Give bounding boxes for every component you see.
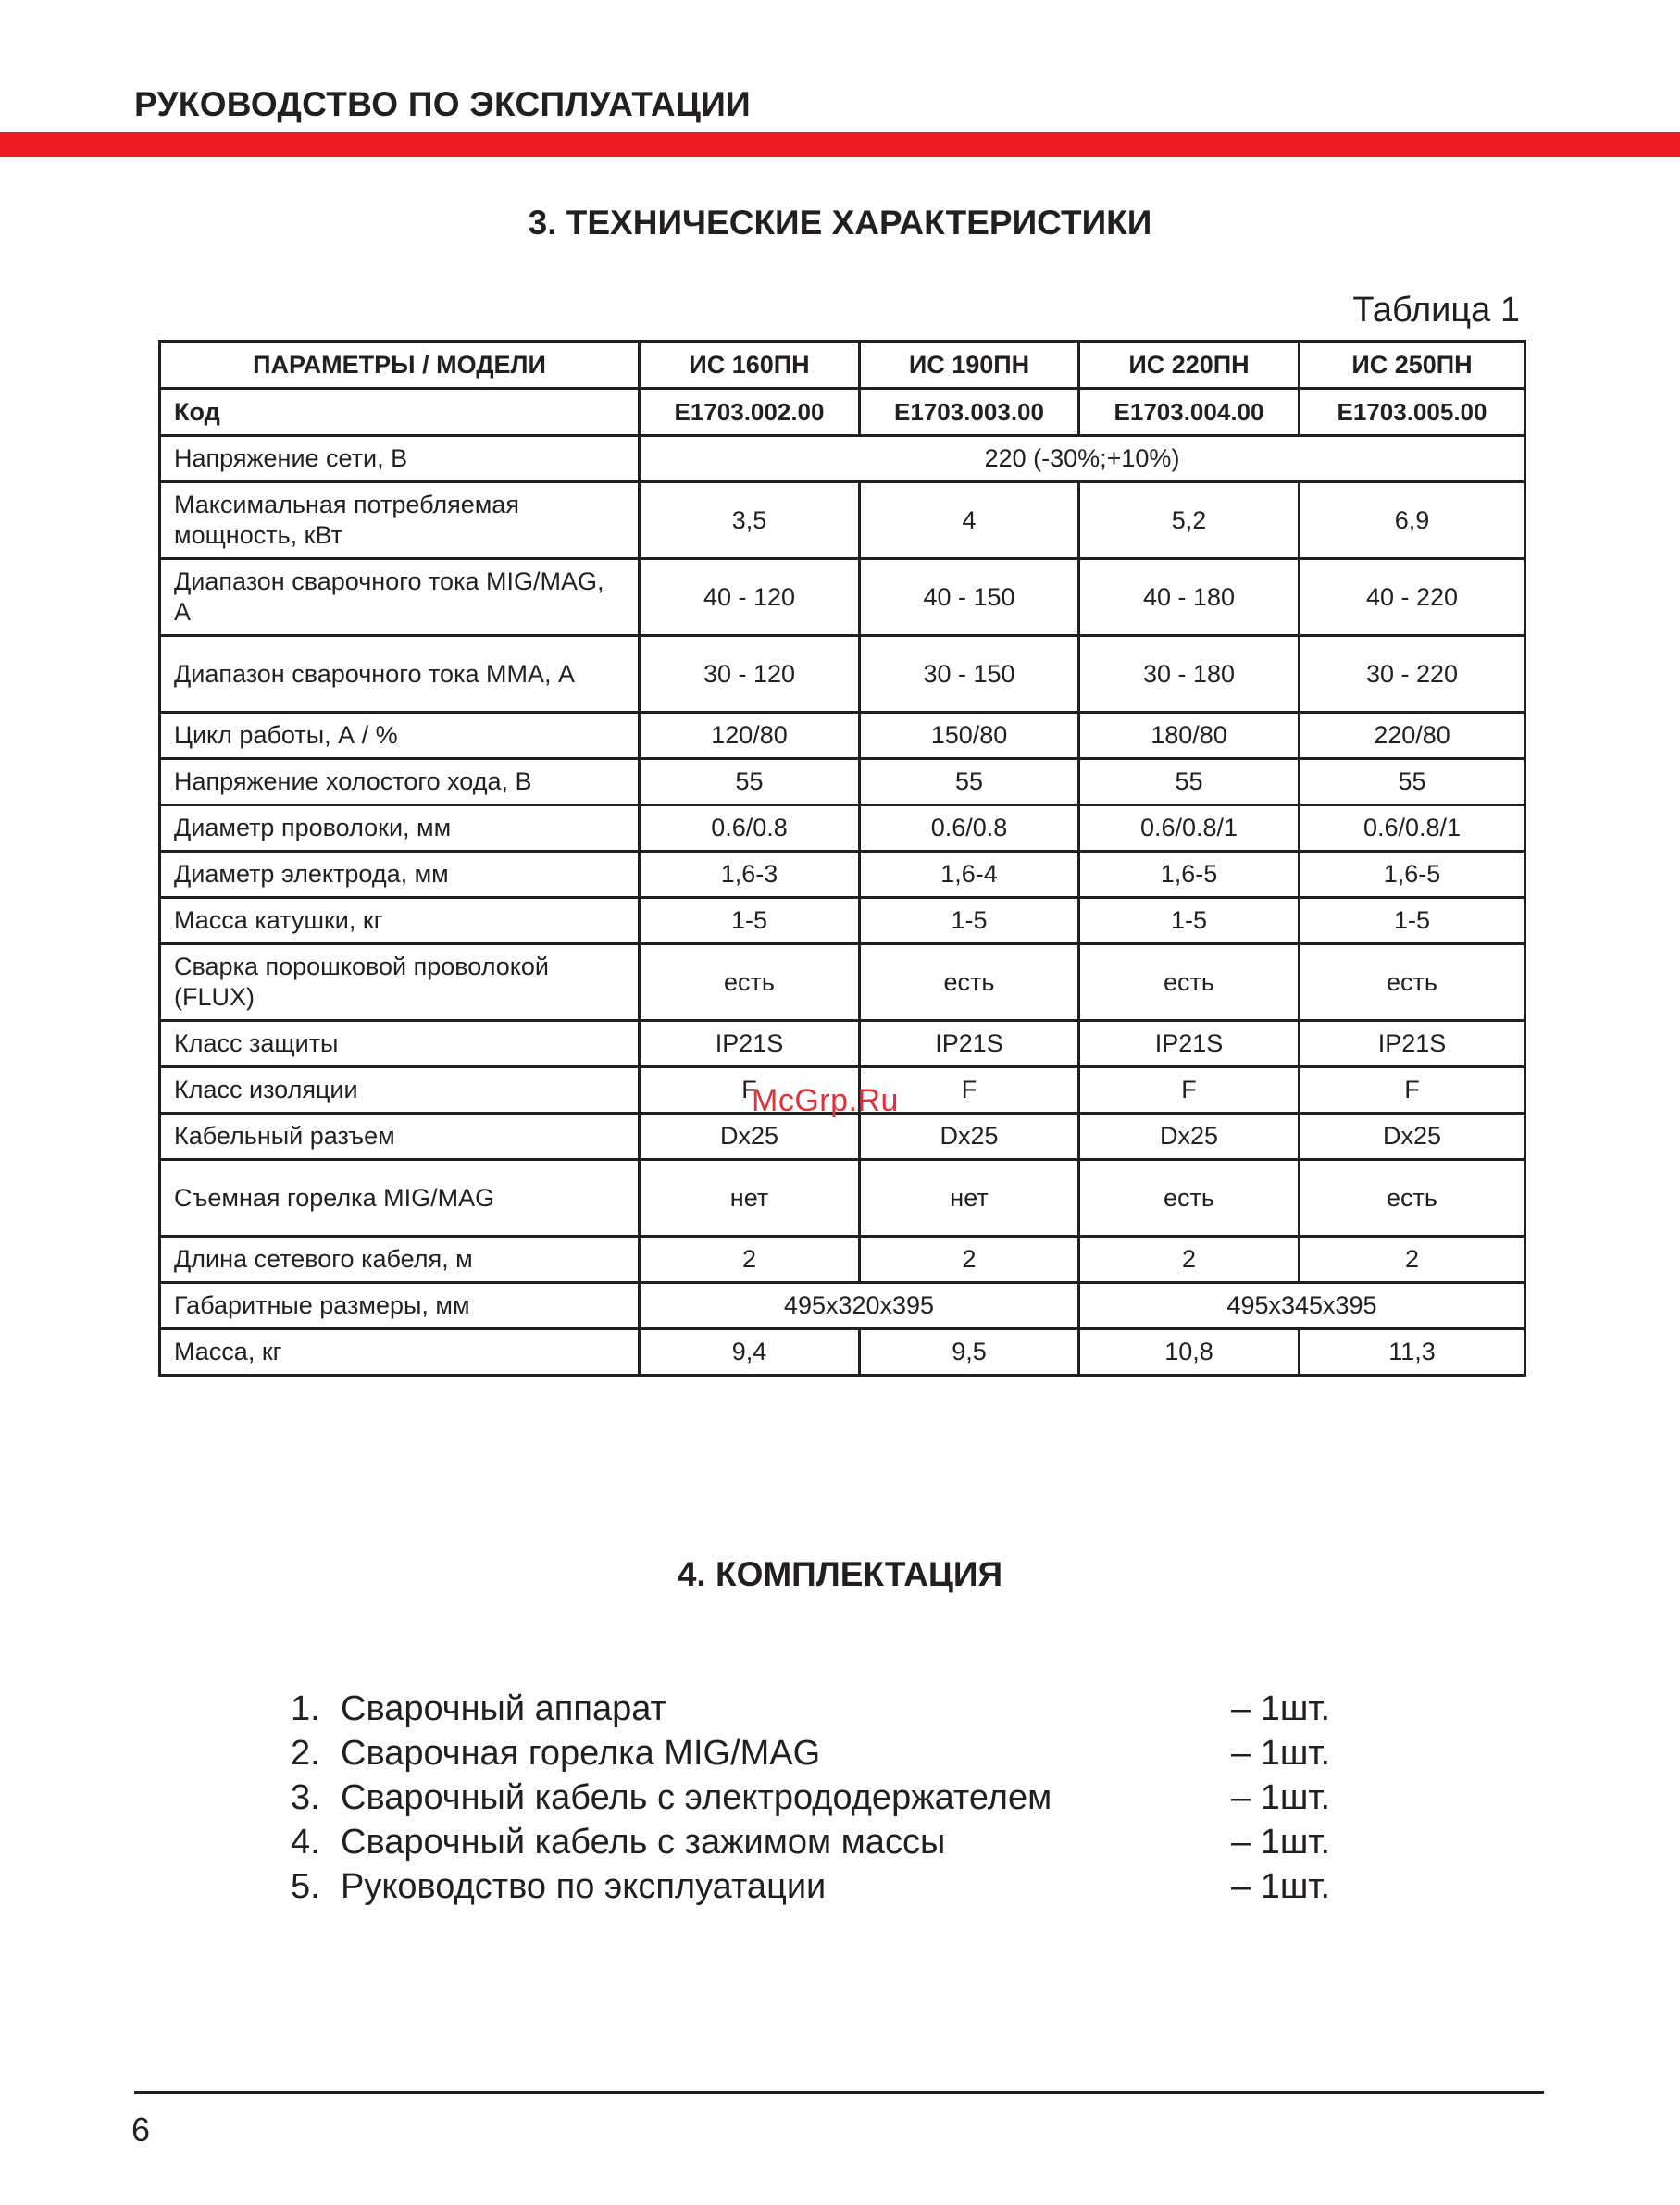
param-header: ПАРАМЕТРЫ / МОДЕЛИ [160, 342, 640, 389]
list-item [291, 1864, 1346, 1909]
param-label: Класс защиты [160, 1021, 640, 1067]
list-item [291, 1775, 1346, 1820]
value-cell: 1-5 [640, 898, 860, 944]
value-cell: 1-5 [1079, 898, 1300, 944]
value-cell: есть [1300, 1160, 1525, 1237]
param-label: Класс изоляции [160, 1067, 640, 1114]
list-item [291, 1820, 1346, 1864]
table-row [160, 1329, 1525, 1376]
value-cell: 220/80 [1300, 713, 1525, 759]
value-cell: 9,4 [640, 1329, 860, 1376]
list-item [291, 1687, 1346, 1731]
value-cell: 40 - 150 [860, 559, 1079, 636]
param-label: Диапазон сварочного тока MIG/MAG, А [160, 559, 640, 636]
footer-divider [134, 2091, 1544, 2094]
table-row [160, 898, 1525, 944]
code-cell: E1703.004.00 [1079, 389, 1300, 436]
table-header-row [160, 342, 1525, 389]
value-cell: нет [640, 1160, 860, 1237]
list-item-number: 4. [291, 1823, 320, 1862]
list-item-quantity: – 1шт. [1231, 1823, 1331, 1862]
list-item-number: 1. [291, 1689, 320, 1728]
list-item-quantity: – 1шт. [1231, 1689, 1331, 1728]
value-cell: 4 [860, 482, 1079, 559]
value-cell: Dx25 [1079, 1114, 1300, 1160]
value-cell: 120/80 [640, 713, 860, 759]
value-cell: 30 - 220 [1300, 636, 1525, 713]
list-item-number: 3. [291, 1778, 320, 1817]
list-item-name: Сварочная горелка MIG/MAG [341, 1734, 821, 1773]
value-cell: есть [1079, 944, 1300, 1021]
param-label: Съемная горелка MIG/MAG [160, 1160, 640, 1237]
value-cell: 0.6/0.8 [640, 805, 860, 852]
value-cell: 2 [1079, 1237, 1300, 1283]
value-cell: 30 - 120 [640, 636, 860, 713]
value-cell: 1,6-5 [1079, 852, 1300, 898]
value-cell: 2 [860, 1237, 1079, 1283]
value-cell: IP21S [1300, 1021, 1525, 1067]
list-item-quantity: – 1шт. [1231, 1778, 1331, 1817]
page-number: 6 [131, 2111, 151, 2149]
watermark: McGrp.Ru [752, 1083, 899, 1118]
value-cell: 40 - 120 [640, 559, 860, 636]
value-cell: 3,5 [640, 482, 860, 559]
kit-list [291, 1687, 1346, 1909]
value-cell: 5,2 [1079, 482, 1300, 559]
table-caption: Таблица 1 [1352, 291, 1520, 330]
param-label: Диаметр электрода, мм [160, 852, 640, 898]
table-row [160, 713, 1525, 759]
param-label: Диапазон сварочного тока MMA, А [160, 636, 640, 713]
param-label: Цикл работы, А / % [160, 713, 640, 759]
value-cell: F [1079, 1067, 1300, 1114]
value-cell: 55 [1300, 759, 1525, 805]
list-item-quantity: – 1шт. [1231, 1734, 1331, 1773]
list-item-quantity: – 1шт. [1231, 1867, 1331, 1906]
table-row [160, 944, 1525, 1021]
value-cell: 0.6/0.8/1 [1300, 805, 1525, 852]
table-row [160, 805, 1525, 852]
param-label: Максимальная потребляемая мощность, кВт [160, 482, 640, 559]
value-cell: 9,5 [860, 1329, 1079, 1376]
value-cell: 0.6/0.8 [860, 805, 1079, 852]
value-cell: 2 [640, 1237, 860, 1283]
value-cell: 6,9 [1300, 482, 1525, 559]
table-row [160, 559, 1525, 636]
value-cell: есть [1079, 1160, 1300, 1237]
value-cell: есть [640, 944, 860, 1021]
value-cell: 10,8 [1079, 1329, 1300, 1376]
value-cell: IP21S [860, 1021, 1079, 1067]
kit-section-title: 4. КОМПЛЕКТАЦИЯ [677, 1555, 1003, 1593]
value-cell: 1,6-5 [1300, 852, 1525, 898]
table-row [160, 1283, 1525, 1329]
value-cell: F [1300, 1067, 1525, 1114]
list-item [291, 1731, 1346, 1775]
list-item-number: 2. [291, 1734, 320, 1773]
list-item-name: Сварочный кабель с зажимом массы [341, 1823, 946, 1862]
table-row [160, 1160, 1525, 1237]
table-row [160, 1021, 1525, 1067]
header-red-band [0, 132, 1680, 157]
document-header-title: РУКОВОДСТВО ПО ЭКСПЛУАТАЦИИ [134, 85, 752, 123]
list-item-name: Руководство по эксплуатации [341, 1867, 827, 1906]
value-cell: 150/80 [860, 713, 1079, 759]
value-cell: 1-5 [860, 898, 1079, 944]
param-label: Масса, кг [160, 1329, 640, 1376]
value-cell: 2 [1300, 1237, 1525, 1283]
param-label: Длина сетевого кабеля, м [160, 1237, 640, 1283]
value-cell: 1,6-4 [860, 852, 1079, 898]
value-cell: Dx25 [860, 1114, 1079, 1160]
value-cell: 55 [1079, 759, 1300, 805]
value-cell: 40 - 180 [1079, 559, 1300, 636]
value-cell: нет [860, 1160, 1079, 1237]
list-item-name: Сварочный кабель с электрододержателем [341, 1778, 1052, 1817]
value-cell: IP21S [640, 1021, 860, 1067]
param-label: Напряжение холостого хода, В [160, 759, 640, 805]
param-label: Кабельный разъем [160, 1114, 640, 1160]
code-cell: E1703.003.00 [860, 389, 1079, 436]
value-cell: F [640, 1067, 860, 1114]
value-cell: 220 (-30%;+10%) [640, 436, 1525, 482]
value-cell: 1,6-3 [640, 852, 860, 898]
model-header: ИС 190ПН [860, 342, 1079, 389]
value-cell: Dx25 [640, 1114, 860, 1160]
table-row [160, 1237, 1525, 1283]
param-label: Габаритные размеры, мм [160, 1283, 640, 1329]
value-cell: F [860, 1067, 1079, 1114]
model-header: ИС 160ПН [640, 342, 860, 389]
specs-section-title: 3. ТЕХНИЧЕСКИЕ ХАРАКТЕРИСТИКИ [528, 204, 1152, 242]
value-cell: 55 [860, 759, 1079, 805]
table-row [160, 1114, 1525, 1160]
value-cell: 495x345x395 [1079, 1283, 1525, 1329]
table-row [160, 759, 1525, 805]
value-cell: 11,3 [1300, 1329, 1525, 1376]
code-cell: E1703.002.00 [640, 389, 860, 436]
param-label: Код [160, 389, 640, 436]
model-header: ИС 220ПН [1079, 342, 1300, 389]
model-header: ИС 250ПН [1300, 342, 1525, 389]
specs-table [158, 340, 1526, 1377]
value-cell: 55 [640, 759, 860, 805]
code-cell: E1703.005.00 [1300, 389, 1525, 436]
param-label: Диаметр проволоки, мм [160, 805, 640, 852]
value-cell: 0.6/0.8/1 [1079, 805, 1300, 852]
value-cell: 30 - 150 [860, 636, 1079, 713]
table-row [160, 389, 1525, 436]
value-cell: 1-5 [1300, 898, 1525, 944]
value-cell: 40 - 220 [1300, 559, 1525, 636]
table-row [160, 436, 1525, 482]
param-label: Напряжение сети, В [160, 436, 640, 482]
param-label: Сварка порошковой проволокой (FLUX) [160, 944, 640, 1021]
table-row [160, 636, 1525, 713]
table-row [160, 852, 1525, 898]
param-label: Масса катушки, кг [160, 898, 640, 944]
table-row [160, 482, 1525, 559]
value-cell: 180/80 [1079, 713, 1300, 759]
value-cell: 30 - 180 [1079, 636, 1300, 713]
value-cell: есть [1300, 944, 1525, 1021]
value-cell: 495x320x395 [640, 1283, 1079, 1329]
value-cell: IP21S [1079, 1021, 1300, 1067]
value-cell: есть [860, 944, 1079, 1021]
value-cell: Dx25 [1300, 1114, 1525, 1160]
list-item-number: 5. [291, 1867, 320, 1906]
list-item-name: Сварочный аппарат [341, 1689, 666, 1728]
